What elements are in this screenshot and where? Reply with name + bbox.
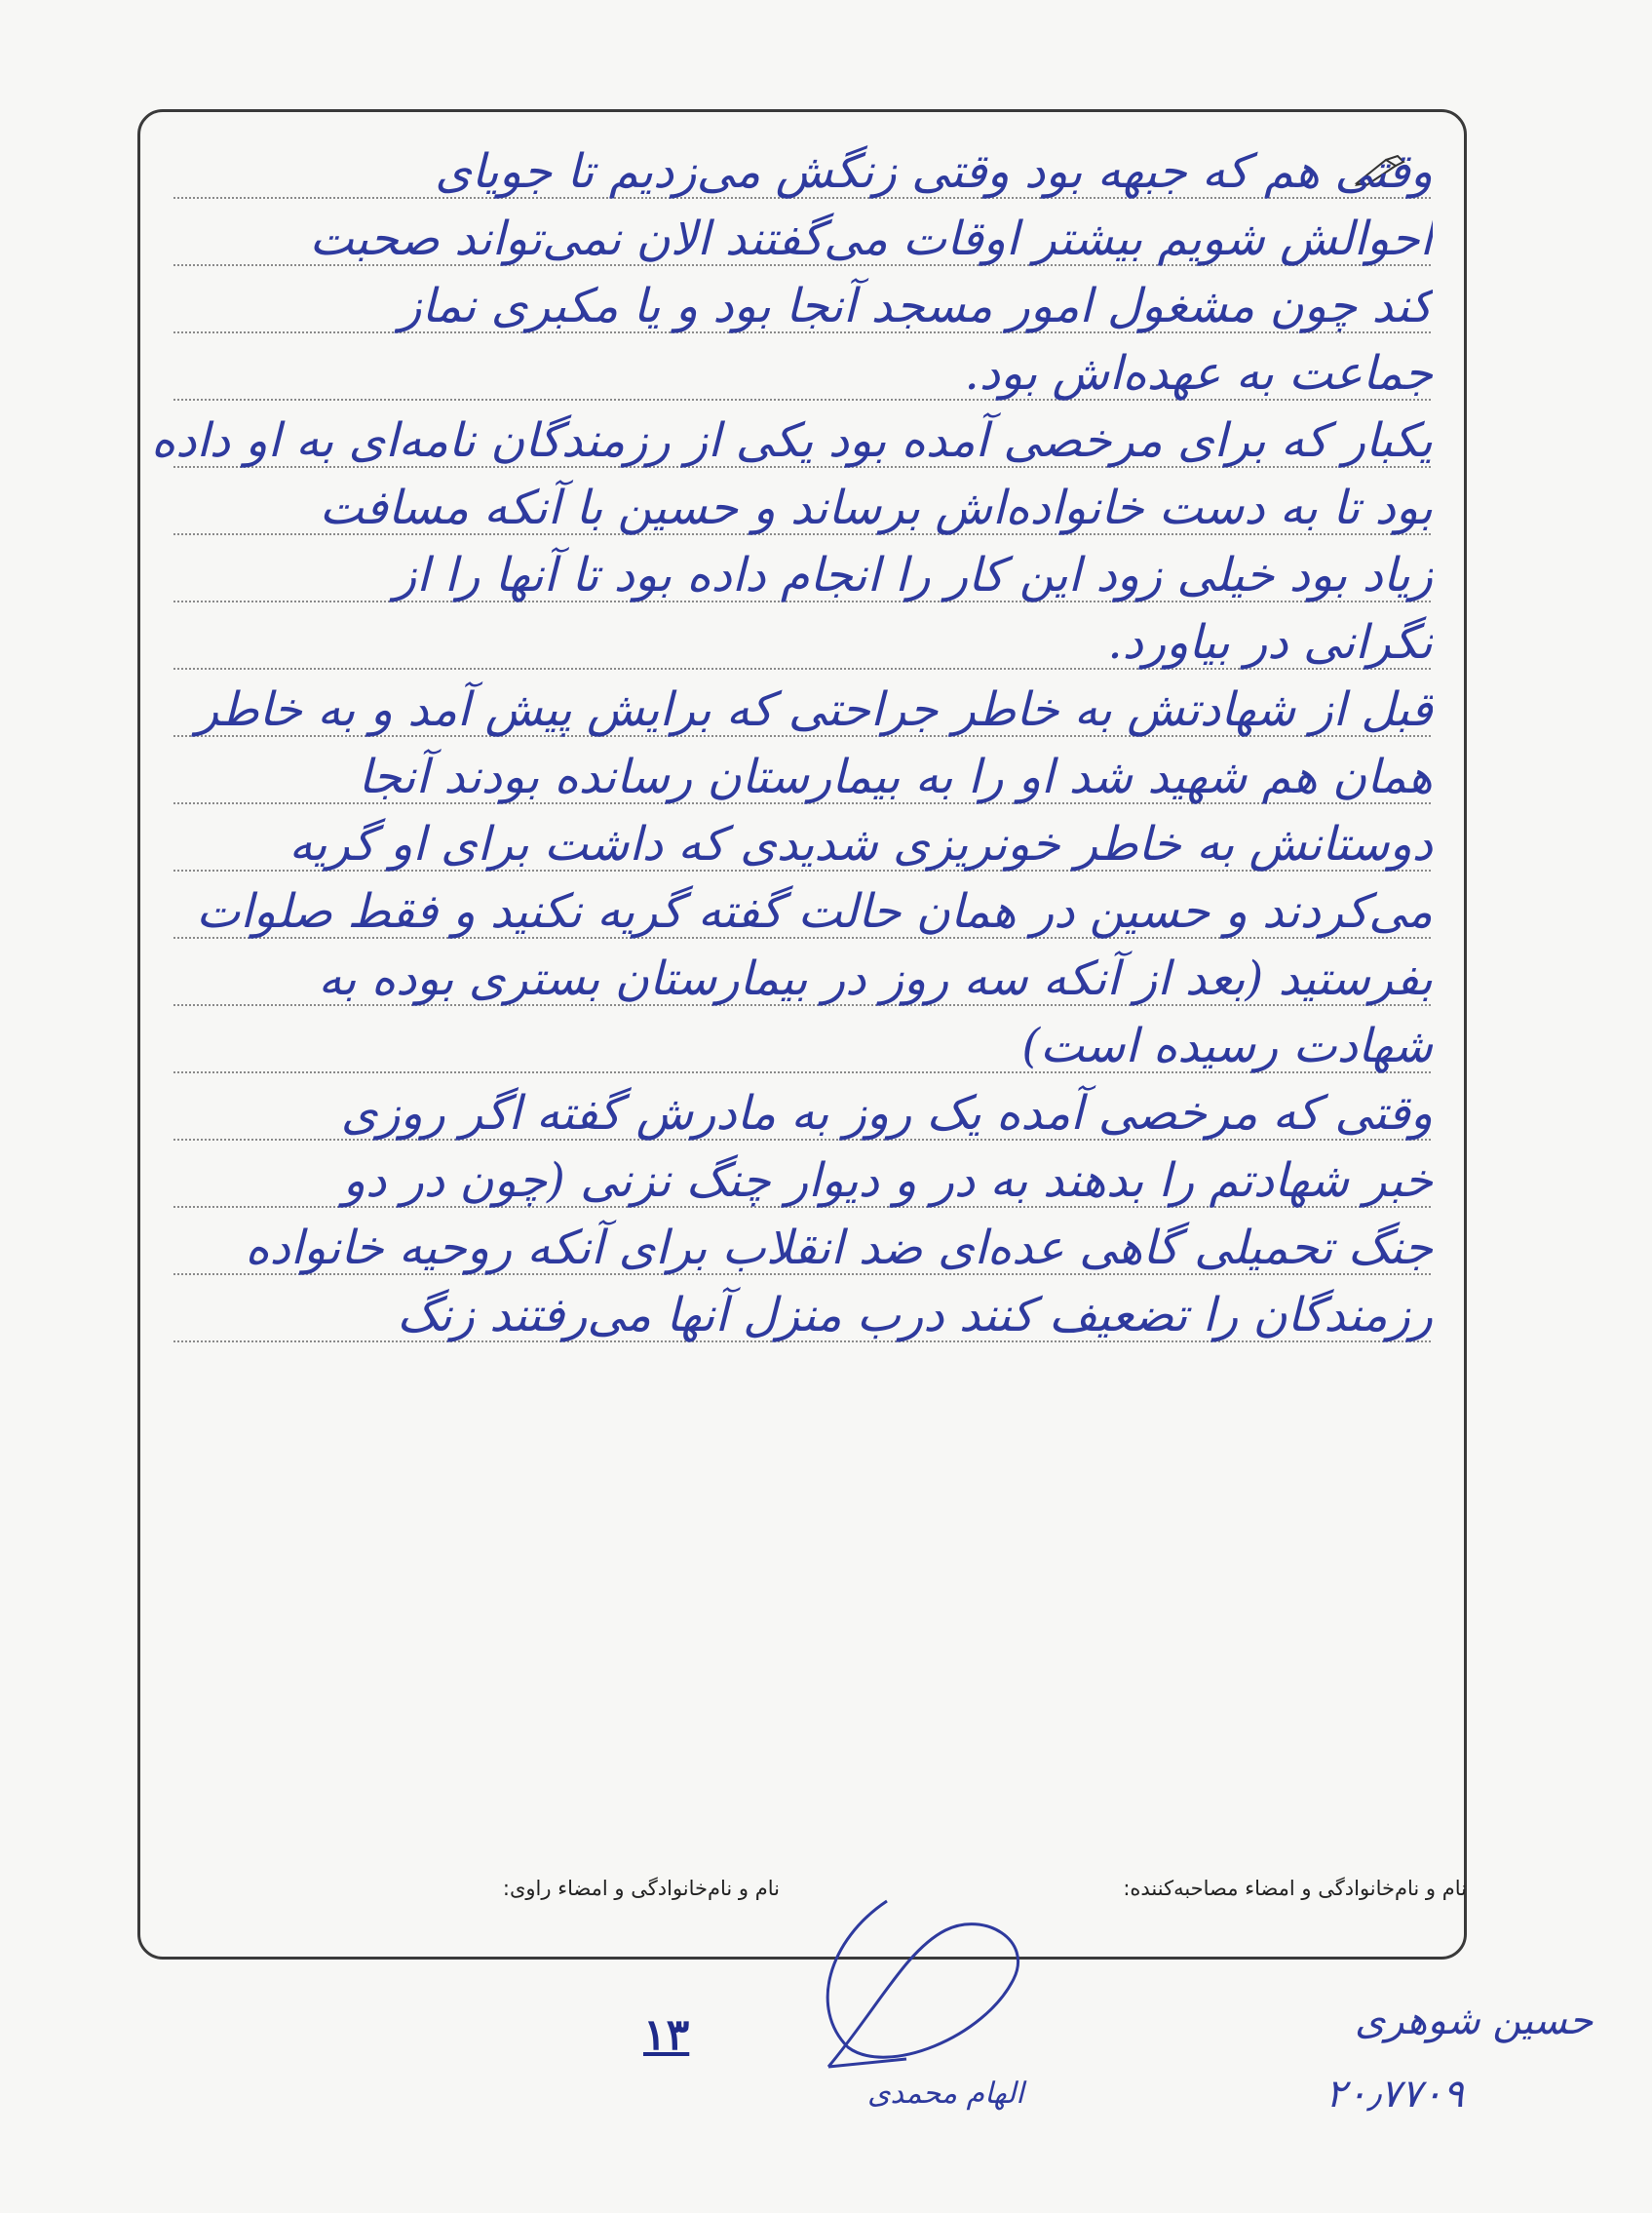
handwritten-line: بود تا به دست خانواده‌اش برساند و حسین با آنکه مسافت (319, 481, 1433, 535)
handwritten-line: قبل از شهادتش به خاطر جراحتی که برایش پیش آمد و به خاطر (196, 682, 1433, 737)
handwritten-line: جنگ تحمیلی گاهی عده‌ای ضد انقلاب برای آنکه روحیه خانواده (245, 1221, 1433, 1275)
page-number: ۱۳ (643, 2010, 690, 2060)
handwritten-line: نگرانی در بیاورد. (1107, 615, 1433, 670)
handwritten-line: رزمندگان را تضعیف کنند درب منزل آنها می‌رفتند زنگ (397, 1288, 1433, 1342)
handwritten-line: شهادت رسیده است) (1021, 1019, 1433, 1073)
interviewer-signature-label: نام و نام‌خانوادگی و امضاء مصاحبه‌کننده: (1123, 1877, 1467, 1900)
narrator-signature-label: نام و نام‌خانوادگی و امضاء راوی: (502, 1877, 780, 1900)
handwritten-line: احوالش شویم بیشتر اوقات می‌گفتند الان نمی‌تواند صحبت (309, 212, 1433, 266)
handwritten-line: زیاد بود خیلی زود این کار را انجام داده بود تا آنها را از (394, 548, 1433, 602)
handwritten-line: دوستانش به خاطر خونریزی شدیدی که داشت برای او گریه (288, 817, 1433, 872)
signature-number: ۲۰٫۷۷۰۹ (1325, 2072, 1464, 2116)
handwritten-line: یکبار که برای مرخصی آمده بود یکی از رزمندگان نامه‌ای به او داده (150, 413, 1433, 468)
handwritten-line: خبر شهادتم را بدهند به در و دیوار چنگ نزنی (چون در دو (342, 1153, 1433, 1208)
handwritten-line: کند چون مشغول امور مسجد آنجا بود و یا مکبری نماز (399, 279, 1433, 333)
handwritten-line: جماعت به عهده‌اش بود. (964, 346, 1433, 401)
handwritten-line: بفرستید (بعد از آنکه سه روز در بیمارستان بستری بوده به (318, 951, 1433, 1006)
signature-scribble (789, 1882, 1053, 2086)
handwritten-line: می‌کردند و حسین در همان حالت گفته گریه نکنید و فقط صلوات (196, 884, 1433, 939)
signature-name-interviewer: الهام محمدی (867, 2077, 1024, 2111)
handwritten-line: وقتی هم که جبهه بود وقتی زنگش می‌زدیم تا جویای (435, 144, 1433, 199)
handwritten-line: همان هم شهید شد او را به بیمارستان رسانده بودند آنجا (358, 750, 1433, 804)
signature-name-narrator: حسین شوهری (1355, 1999, 1594, 2043)
handwritten-line: وقتی که مرخصی آمده یک روز به مادرش گفته اگر روزی (340, 1086, 1433, 1141)
